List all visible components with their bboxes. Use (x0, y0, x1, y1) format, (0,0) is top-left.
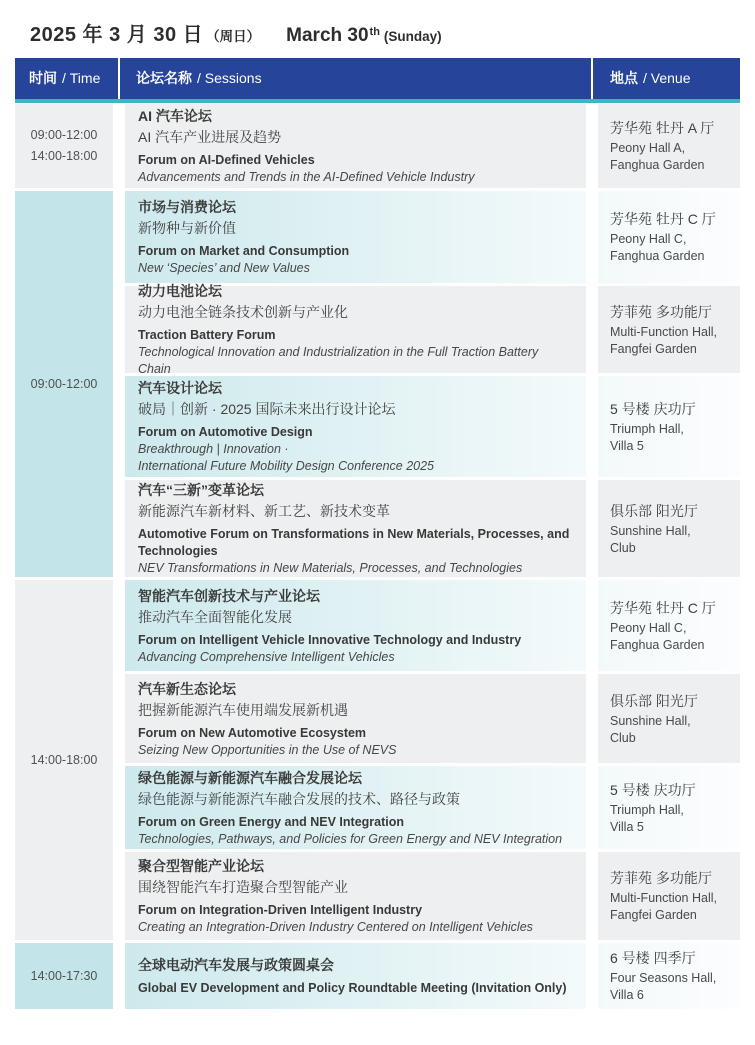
session-cell (125, 104, 586, 188)
header-sessions (136, 58, 262, 99)
venue-cell (598, 480, 740, 577)
venue-cell (598, 674, 740, 763)
session-cell (125, 674, 586, 763)
venue-cn: 芳菲苑 多功能厅 (610, 870, 712, 886)
venue-en: Fangfei Garden (610, 341, 697, 356)
session-en-subtitle: Seizing New Opportunities in the Use of NEVS (138, 742, 397, 757)
header-time-en: / Time (62, 70, 101, 86)
session-cn-title: 绿色能源与新能源汽车融合发展论坛 (138, 769, 362, 786)
venue-cell (598, 766, 740, 849)
title-en-ordinal: th (369, 26, 380, 38)
session-cn-subtitle: 推动汽车全面智能化发展 (138, 608, 292, 625)
session-cell (125, 283, 586, 376)
session-en-subtitle: Advancements and Trends in the AI-Defined Vehicle Industry (138, 170, 475, 184)
header-accent-line (15, 99, 740, 103)
venue-cell (598, 104, 740, 188)
time-range: 14:00-17:30 (30, 968, 98, 983)
session-en-title: Traction Battery Forum (138, 328, 276, 342)
time-cell (15, 580, 113, 940)
header-sessions-cn: 论坛名称 (136, 70, 192, 86)
session-en-subtitle: Technological Innovation and Industrialization in the Full Traction Battery Chain (138, 345, 539, 376)
venue-en: Triumph Hall, (610, 421, 684, 436)
time-cell (15, 943, 113, 1009)
venue-en: Villa 5 (610, 438, 644, 453)
table-header (15, 58, 740, 99)
title-en-date: March 30 (286, 25, 369, 46)
session-en-subtitle: Breakthrough | Innovation · (138, 442, 289, 456)
header-column-divider (591, 58, 593, 99)
venue-cn: 5 号楼 庆功厅 (610, 400, 696, 417)
schedule-table (15, 104, 740, 1009)
session-cn-title: 汽车新生态论坛 (138, 680, 236, 697)
venue-en: Villa 6 (610, 988, 644, 1002)
title-cn-date: 2025 年 3 月 30 日 (30, 24, 204, 46)
session-en-title: Forum on Green Energy and NEV Integration (138, 814, 405, 829)
session-cell (125, 191, 586, 283)
session-cn-title: AI 汽车论坛 (138, 108, 212, 124)
venue-en: Multi-Function Hall, (610, 324, 717, 339)
session-en-title: Automotive Forum on Transformations in New Materials, Processes, and Technologies (138, 527, 570, 558)
venue-cn: 6 号楼 四季厅 (610, 950, 696, 966)
venue-cell (598, 191, 740, 283)
header-column-divider (118, 58, 120, 99)
venue-en: Sunshine Hall, (610, 523, 691, 538)
session-en-title: Forum on New Automotive Ecosystem (138, 725, 367, 740)
time-cell (15, 191, 113, 577)
venue-en: Sunshine Hall, (610, 713, 691, 728)
venue-en: Peony Hall A, (610, 141, 686, 155)
venue-en: Multi-Function Hall, (610, 891, 717, 905)
session-cn-subtitle: 把握新能源汽车使用端发展新机遇 (138, 701, 348, 718)
venue-cell (598, 376, 740, 477)
page-title (30, 18, 442, 47)
session-cell (125, 580, 586, 671)
session-cn-subtitle: 动力电池全链条技术创新与产业化 (138, 304, 348, 320)
header-sessions-en: / Sessions (197, 70, 262, 86)
session-cn-title: 汽车设计论坛 (138, 380, 222, 396)
time-range: 09:00-12:00 (30, 376, 98, 391)
venue-cn: 芳菲苑 多功能厅 (610, 303, 712, 320)
session-cell (125, 766, 586, 849)
venue-cn: 芳华苑 牡丹 C 厅 (610, 599, 716, 616)
session-cn-subtitle: 破局｜创新 · 2025 国际未来出行设计论坛 (138, 401, 396, 417)
header-time-cn: 时间 (29, 70, 57, 86)
session-en-title: Forum on AI-Defined Vehicles (138, 153, 315, 167)
session-cn-subtitle: 围绕智能汽车打造聚合型智能产业 (138, 879, 348, 895)
venue-cn: 俱乐部 阳光厅 (610, 502, 698, 519)
session-cell (125, 943, 586, 1009)
header-time (29, 58, 100, 99)
session-en-subtitle: International Future Mobility Design Conference 2025 (138, 459, 435, 473)
venue-cn: 5 号楼 庆功厅 (610, 781, 696, 798)
venue-cn: 芳华苑 牡丹 C 厅 (610, 211, 716, 227)
header-venue (610, 58, 691, 99)
session-cn-subtitle: 绿色能源与新能源汽车融合发展的技术、路径与政策 (138, 790, 460, 807)
session-en-subtitle: New ‘Species’ and New Values (138, 261, 310, 275)
venue-cell (598, 580, 740, 671)
session-en-title: Global EV Development and Policy Roundtable Meeting (Invitation Only) (138, 981, 567, 995)
session-en-title: Forum on Automotive Design (138, 425, 313, 439)
venue-cell (598, 852, 740, 940)
venue-en: Club (610, 540, 636, 555)
time-range: 14:00-18:00 (30, 149, 98, 163)
session-en-title: Forum on Intelligent Vehicle Innovative Technology and Industry (138, 632, 522, 647)
session-en-subtitle: Advancing Comprehensive Intelligent Vehicles (138, 649, 395, 664)
venue-en: Club (610, 730, 636, 745)
venue-cn: 俱乐部 阳光厅 (610, 692, 698, 709)
header-venue-en: / Venue (643, 70, 691, 86)
venue-cell (598, 286, 740, 373)
venue-cn: 芳华苑 牡丹 A 厅 (610, 120, 715, 136)
time-range: 14:00-18:00 (30, 752, 98, 767)
session-cn-title: 智能汽车创新技术与产业论坛 (138, 587, 320, 604)
session-cn-title: 汽车“三新”变革论坛 (138, 482, 264, 498)
session-en-title: Forum on Integration-Driven Intelligent Industry (138, 903, 423, 917)
session-cell (125, 480, 586, 577)
session-cell (125, 852, 586, 940)
venue-en: Peony Hall C, (610, 620, 687, 635)
session-cn-subtitle: 新能源汽车新材料、新工艺、新技术变革 (138, 503, 390, 519)
session-cn-subtitle: 新物种与新价值 (138, 220, 236, 236)
venue-en: Villa 5 (610, 819, 644, 834)
session-cn-title: 全球电动汽车发展与政策圆桌会 (138, 957, 334, 973)
venue-en: Fanghua Garden (610, 249, 705, 263)
venue-en: Fanghua Garden (610, 637, 705, 652)
time-cell (15, 104, 113, 188)
venue-cell (598, 943, 740, 1009)
session-cn-title: 市场与消费论坛 (138, 199, 236, 215)
time-range: 09:00-12:00 (30, 128, 98, 142)
venue-en: Four Seasons Hall, (610, 971, 717, 985)
session-en-subtitle: Creating an Integration-Driven Industry Centered on Intelligent Vehicles (138, 920, 533, 934)
venue-en: Triumph Hall, (610, 802, 684, 817)
venue-en: Peony Hall C, (610, 232, 687, 246)
title-en-week: (Sunday) (383, 29, 442, 44)
header-venue-cn: 地点 (610, 70, 638, 86)
session-cn-title: 聚合型智能产业论坛 (138, 858, 264, 874)
venue-en: Fangfei Garden (610, 908, 697, 922)
session-cell (125, 376, 586, 477)
session-cn-title: 动力电池论坛 (138, 283, 222, 299)
session-en-subtitle: Technologies, Pathways, and Policies for Green Energy and NEV Integration (138, 831, 563, 846)
session-en-subtitle: NEV Transformations in New Materials, Processes, and Technologies (138, 561, 523, 575)
session-en-title: Forum on Market and Consumption (138, 244, 350, 258)
venue-en: Fanghua Garden (610, 158, 705, 172)
session-cn-subtitle: AI 汽车产业进展及趋势 (138, 129, 282, 145)
title-cn-week: （周日） (206, 29, 261, 44)
